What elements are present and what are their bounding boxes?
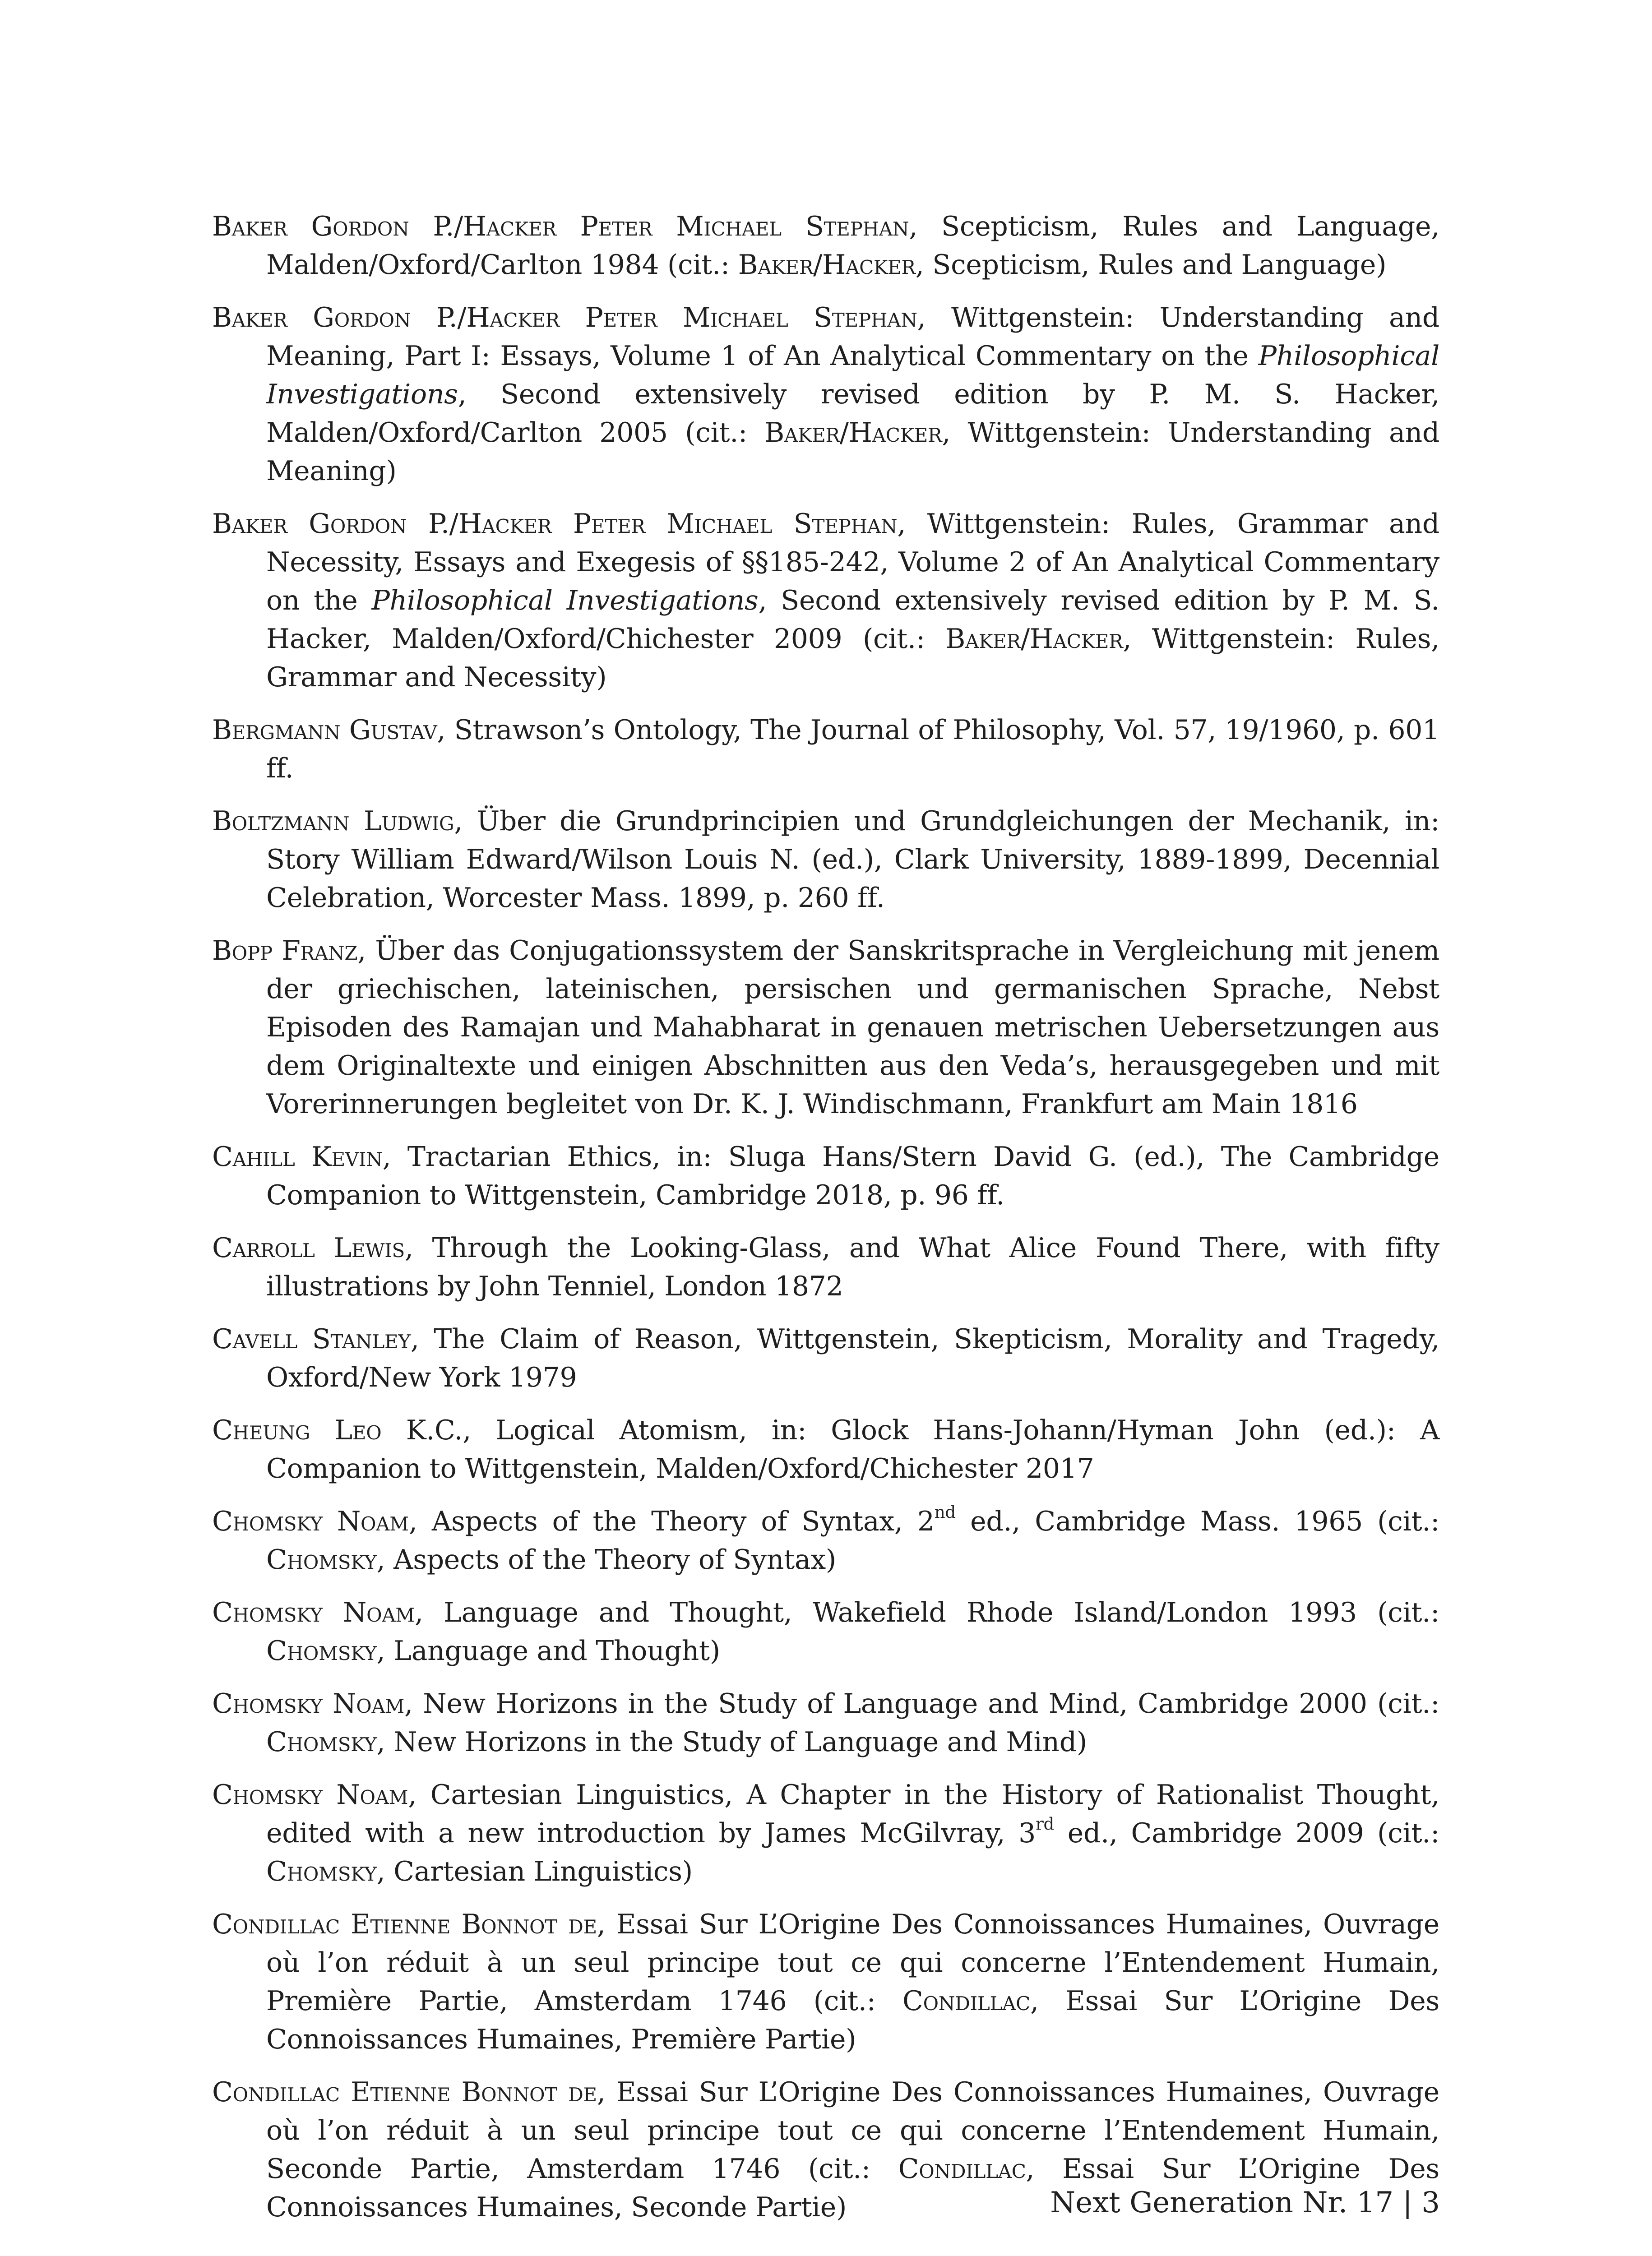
bibliography-entry (212, 208, 1439, 284)
bibliography-entry (212, 505, 1439, 697)
bibliography-entry (212, 1685, 1439, 1761)
entry-text: , Essai Sur L’Origine Des Connoissances Humaines, Ouvrage où l’on réduit à un seul principe tout ce qui concerne l’Entendement Humain, Seconde Partie, Amsterdam 1746 (cit.: (266, 2076, 1439, 2185)
citation-author: Chomsky (266, 1635, 377, 1667)
bibliography-entry (212, 1905, 1439, 2059)
citation-author: Baker/Hacker (764, 417, 942, 448)
entry-author: Chomsky Noam (212, 1597, 415, 1628)
publication-name: Next Generation Nr. 17 (1050, 2186, 1394, 2219)
bibliography-entry (212, 1776, 1439, 1891)
entry-text: , Through the Looking-Glass, and What Alice Found There, with fifty illustrations by John Tenniel, London 1872 (266, 1232, 1439, 1302)
entry-text: , Essai Sur L’Origine Des Connoissances Humaines, Ouvrage où l’on réduit à un seul principe tout ce qui concerne l’Entendement Humain, Première Partie, Amsterdam 1746 (cit.: (266, 1909, 1439, 2017)
citation-author: Baker/Hacker (738, 249, 916, 281)
entry-text: , Tractarian Ethics, in: Sluga Hans/Stern David G. (ed.), The Cambridge Companion to Wittgenstein, Cambridge 2018, p. 96 ff. (266, 1141, 1439, 1211)
entry-citation-title: , New Horizons in the Study of Language and Mind) (376, 1726, 1087, 1758)
entry-text: , The Claim of Reason, Wittgenstein, Skepticism, Morality and Tragedy, Oxford/New York 1979 (266, 1323, 1439, 1393)
bibliography-list (212, 208, 1439, 2241)
bibliography-entry (212, 802, 1439, 917)
entry-text-continued: , Second extensively revised edition by P. M. S. Hacker, Malden/Oxford/Carlton 2005 (cit.: (266, 379, 1439, 448)
entry-author: Cheung Leo K.C. (212, 1415, 463, 1446)
entry-author: Cahill Kevin (212, 1141, 383, 1173)
entry-author: Baker Gordon P./Hacker Peter Michael Stephan (212, 508, 898, 540)
bibliography-entry (212, 1320, 1439, 1397)
entry-author: Bergmann Gustav (212, 714, 437, 746)
entry-author: Chomsky Noam (212, 1688, 405, 1720)
citation-author: Chomsky (266, 1544, 377, 1576)
bibliography-entry (212, 1229, 1439, 1306)
entry-author: Boltzmann Ludwig (212, 805, 454, 837)
entry-author: Baker Gordon P./Hacker Peter Michael Stephan (212, 302, 917, 333)
entry-citation-title: , Scepticism, Rules and Language) (915, 249, 1387, 281)
bibliography-entry (212, 1502, 1439, 1579)
footer-separator: | (1393, 2186, 1422, 2219)
entry-text: , Strawson’s Ontology, The Journal of Philosophy, Vol. 57, 19/1960, p. 601 ff. (266, 714, 1439, 784)
entry-author: Condillac Etienne Bonnot de (212, 1909, 597, 1940)
entry-text-continued: ed., Cambridge 2009 (cit.: (1054, 1817, 1439, 1849)
entry-text: , Über die Grundprincipien und Grundgleichungen der Mechanik, in: Story William Edward/Wilson Louis N. (ed.), Clark University, 1889-1899, Decennial Celebration, Worcester Mass. 1899, p. 260 ff. (266, 805, 1439, 914)
edition-superscript: rd (1035, 1814, 1054, 1834)
entry-author: Chomsky Noam (212, 1506, 409, 1537)
entry-italic-title: Philosophical Investigations (266, 340, 1439, 410)
entry-text: , Logical Atomism, in: Glock Hans-Johann/Hyman John (ed.): A Companion to Wittgenstein, Malden/Oxford/Chichester 2017 (266, 1415, 1439, 1484)
bibliography-entry (212, 1138, 1439, 1215)
entry-text: , Wittgenstein: Rules, Grammar and Necessity, Essays and Exegesis of §§185-242, Volume 2 of An Analytical Commentary on the (266, 508, 1439, 616)
entry-text: , Cartesian Linguistics, A Chapter in the History of Rationalist Thought, edited with a new introduction by James McGilvray, 3 (266, 1779, 1439, 1849)
entry-text-continued: ed., Cambridge Mass. 1965 (cit.: (955, 1506, 1440, 1537)
entry-text: , New Horizons in the Study of Language and Mind, Cambridge 2000 (cit.: (404, 1688, 1439, 1720)
entry-author: Cavell Stanley (212, 1323, 411, 1355)
entry-text: , Wittgenstein: Understanding and Meaning, Part I: Essays, Volume 1 of An Analytical Commentary on the (266, 302, 1440, 372)
bibliography-entry (212, 299, 1439, 490)
entry-text: , Language and Thought, Wakefield Rhode Island/London 1993 (cit.: (414, 1597, 1439, 1628)
bibliography-entry (212, 711, 1439, 788)
entry-citation-title: , Essai Sur L’Origine Des Connoissances Humaines, Première Partie) (266, 1985, 1439, 2055)
entry-citation-title: , Language and Thought) (376, 1635, 720, 1667)
page-number: 3 (1421, 2186, 1440, 2219)
entry-text: , Aspects of the Theory of Syntax, 2 (408, 1506, 935, 1537)
page-footer (1050, 2185, 1440, 2221)
citation-author: Baker/Hacker (945, 623, 1123, 655)
entry-citation-title: , Wittgenstein: Understanding and Meaning) (266, 417, 1440, 487)
citation-author: Chomsky (266, 1726, 377, 1758)
entry-text: , Über das Conjugationssystem der Sanskritsprache in Vergleichung mit jenem der griechischen, lateinischen, persischen und germanischen Sprache, Nebst Episoden des Ramajan und Mahabharat in genauen metrischen Uebersetzungen aus dem Originaltexte und einigen Abschnitten aus den Veda’s, herausgegeben und mit Vorerinnerungen begleitet von Dr. K. J. Windischmann, Frankfurt am Main 1816 (266, 935, 1439, 1120)
citation-author: Chomsky (266, 1856, 377, 1887)
edition-superscript: nd (934, 1502, 956, 1522)
entry-author: Condillac Etienne Bonnot de (212, 2076, 597, 2108)
entry-italic-title: Philosophical Investigations (371, 585, 759, 616)
entry-author: Chomsky Noam (212, 1779, 408, 1811)
entry-citation-title: , Wittgenstein: Rules, Grammar and Necessity) (266, 623, 1439, 693)
entry-citation-title: , Essai Sur L’Origine Des Connoissances Humaines, Seconde Partie) (266, 2153, 1439, 2223)
entry-author: Baker Gordon P./Hacker Peter Michael Stephan (212, 211, 909, 242)
entry-text: , Scepticism, Rules and Language, Malden/Oxford/Carlton 1984 (cit.: (266, 211, 1439, 281)
citation-author: Condillac (898, 2153, 1026, 2185)
entry-author: Bopp Franz (212, 935, 358, 966)
entry-author: Carroll Lewis (212, 1232, 405, 1264)
entry-citation-title: , Cartesian Linguistics) (376, 1856, 693, 1887)
entry-text-continued: , Second extensively revised edition by P. M. S. Hacker, Malden/Oxford/Chichester 2009 (cit.: (266, 585, 1439, 655)
citation-author: Condillac (902, 1985, 1030, 2017)
entry-citation-title: , Aspects of the Theory of Syntax) (376, 1544, 837, 1576)
bibliography-entry (212, 932, 1439, 1123)
bibliography-entry (212, 1411, 1439, 1488)
bibliography-entry (212, 1594, 1439, 1670)
